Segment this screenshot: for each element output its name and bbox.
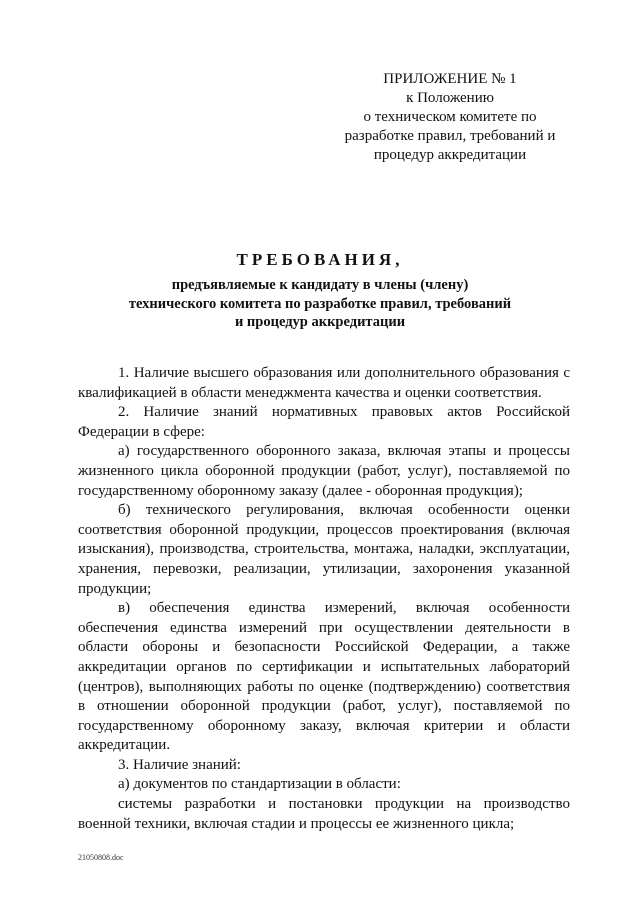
paragraph-3a: а) документов по стандартизации в области: <box>118 776 401 793</box>
subtitle-line: и процедур аккредитации <box>234 314 406 330</box>
paragraph-3: 3. Наличие знаний: <box>118 756 241 773</box>
subtitle-line: технического комитета по разработке правил, требований <box>128 295 512 312</box>
paragraph-2c: в) обеспечения единства измерений, включая особенности обеспечения единства измерений при осуществлении деятельности в области обороны и безопасности Российской Федерации, а также аккредитации органов по сертификации и испытательных лабораторий (центров), выполняющих работы по оценке (подтверждению) соответствия в отношении оборонной продукции (работ, услуг), поставляемой по государственному оборонному заказу, включая критерии и области аккредитации. <box>78 600 570 754</box>
paragraph-2b: б) технического регулирования, включая особенности оценки соответствия оборонной продукции, процессов проектирования (включая изыскания), производства, строительства, монтажа, наладки, эксплуатации, хранения, перевозки, реализации, утилизации, захоронения указанной продукции; <box>78 502 570 597</box>
document-title: ТРЕБОВАНИЯ, <box>236 250 404 269</box>
appendix-line: ПРИЛОЖЕНИЕ № 1 <box>383 71 517 87</box>
paragraph-2: 2. Наличие знаний нормативных правовых актов Российской Федерации в сфере: <box>78 404 570 440</box>
appendix-line: к Положению <box>406 90 494 106</box>
document-body <box>78 364 570 834</box>
appendix-line: разработке правил, требований и <box>344 128 556 144</box>
appendix-line: о техническом комитете по <box>363 109 537 125</box>
paragraph-1: 1. Наличие высшего образования или дополнительного образования с квалификацией в области менеджмента качества и оценки соответствия. <box>78 365 570 401</box>
file-code: 21050808.doc <box>78 853 124 862</box>
document-subtitle <box>0 276 640 332</box>
appendix-line: процедур аккредитации <box>373 147 527 163</box>
paragraph-2a: а) государственного оборонного заказа, включая этапы и процессы жизненного цикла оборонной продукции (работ, услуг), поставляемой по государственному оборонному заказу (далее - оборонная продукция); <box>78 443 570 499</box>
subtitle-line: предъявляемые к кандидату в члены (члену) <box>171 277 469 293</box>
paragraph-3a-item: системы разработки и постановки продукции на производство военной техники, включая стадии и процессы ее жизненного цикла; <box>78 796 570 832</box>
appendix-header <box>330 70 570 165</box>
